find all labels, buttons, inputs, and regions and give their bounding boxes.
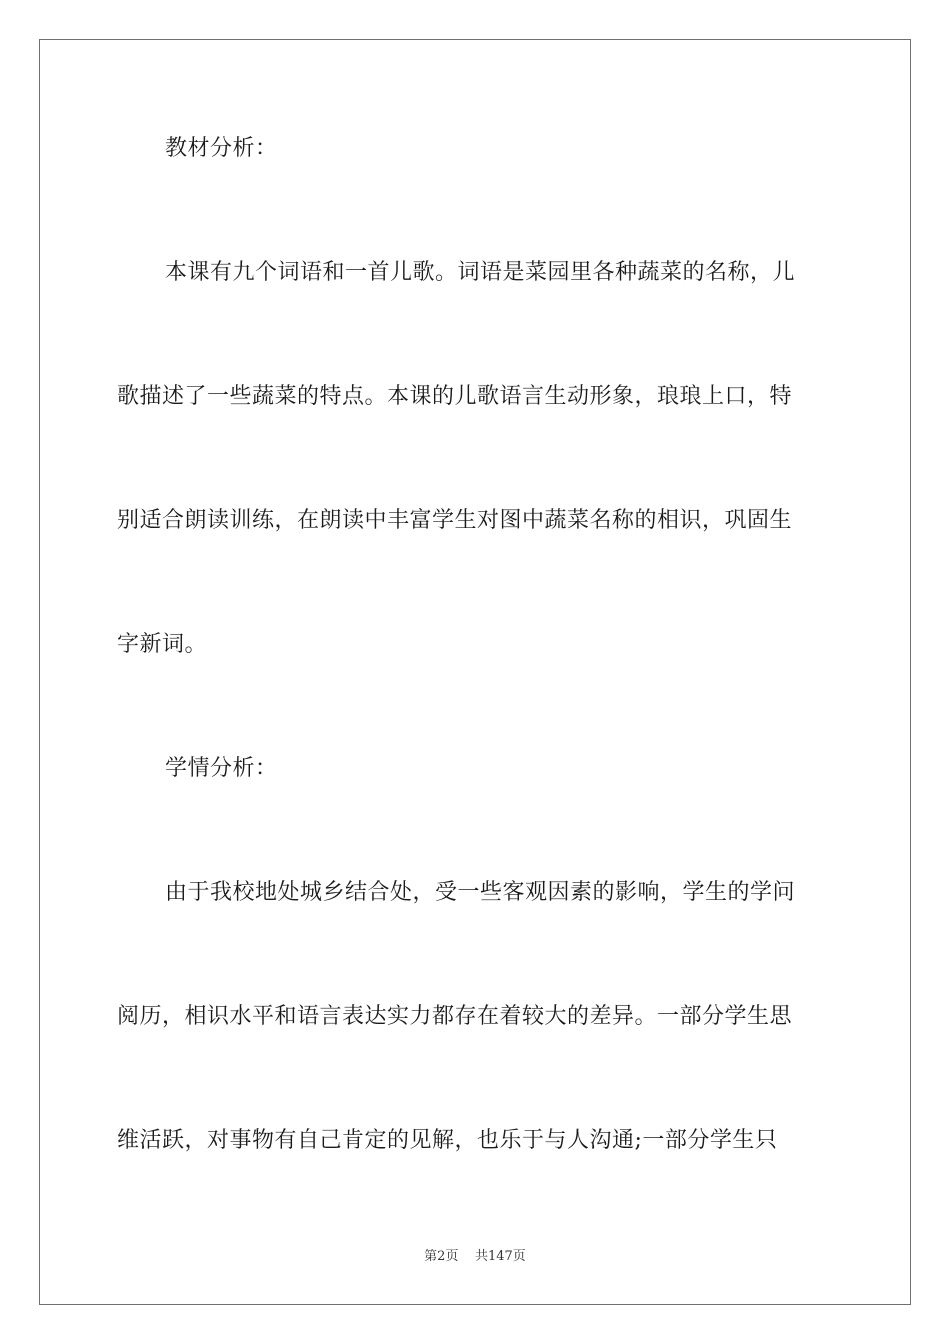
page-total: 共147页	[474, 1249, 526, 1264]
paragraph-line: 歌描述了一些蔬菜的特点。本课的儿歌语言生动形象，琅琅上口，特	[117, 384, 793, 409]
page-number: 第2页	[424, 1249, 459, 1264]
paragraph-line: 字新词。	[117, 632, 208, 657]
paragraph-line: 维活跃，对事物有自己肯定的见解，也乐于与人沟通;一部分学生只	[117, 1128, 778, 1153]
section-heading-student-analysis: 学情分析：	[165, 756, 278, 781]
paragraph-line: 由于我校地处城乡结合处，受一些客观因素的影响，学生的学问	[165, 880, 796, 905]
section-heading-textbook-analysis: 教材分析：	[165, 136, 278, 161]
paragraph-line: 本课有九个词语和一首儿歌。词语是菜园里各种蔬菜的名称，儿	[165, 260, 796, 285]
paragraph-line: 阅历，相识水平和语言表达实力都存在着较大的差异。一部分学生思	[117, 1004, 793, 1029]
page-border	[39, 39, 911, 1305]
page-footer	[0, 1248, 950, 1266]
paragraph-line: 别适合朗读训练，在朗读中丰富学生对图中蔬菜名称的相识，巩固生	[117, 508, 793, 533]
